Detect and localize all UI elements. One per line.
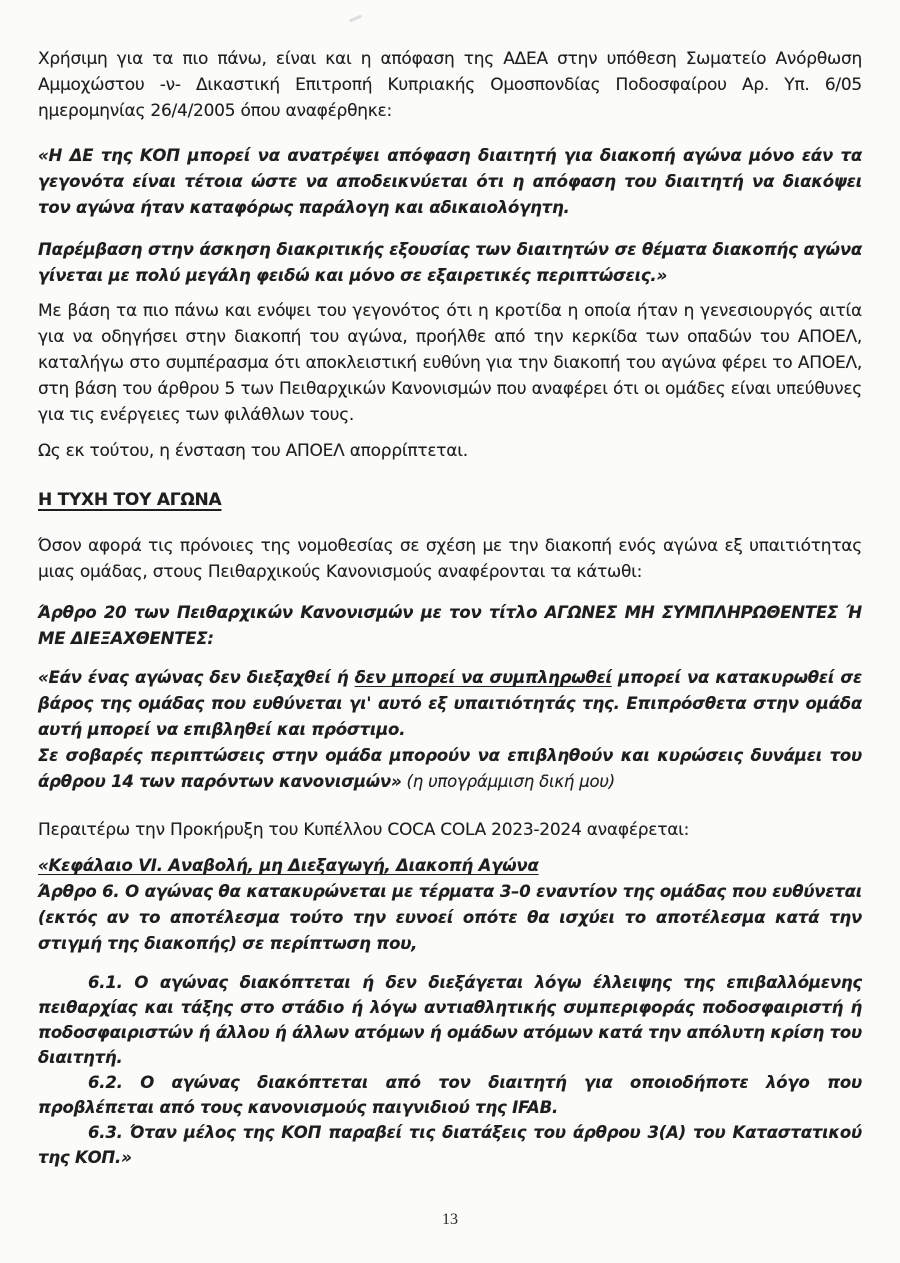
list-item-6-3: 6.3. Όταν μέλος της ΚΟΠ παραβεί τις διατάξεις του άρθρου 3(Α) του Καταστατικού της ΚΟΠ.» xyxy=(38,1123,862,1167)
paragraph-objection-rejected: Ως εκ τούτου, η ένσταση του ΑΠΟΕΛ απορρίπτεται. xyxy=(38,441,468,461)
list-item-6-1: 6.1. Ο αγώνας διακόπτεται ή δεν διεξάγεται λόγω έλλειψης της επιβαλλόμενης πειθαρχίας και τάξης στο στάδιο ή λόγω αντιαθλητικής συμπεριφοράς ποδοσφαιριστή ή ποδοσφαιριστών ή άλλου ή άλλων ατόμων ή ομάδων ατόμων κατά την απόλυτη κρίση του διαιτητή. xyxy=(38,973,862,1067)
underline-note: (η υπογράμμιση δική μου) xyxy=(401,772,615,791)
quote-adea-part1: «Η ΔΕ της ΚΟΠ μπορεί να ανατρέψει απόφαση διαιτητή για διακοπή αγώνα μόνο εάν τα γεγονότα είναι τέτοια ώστε να αποδεικνύεται ότι η απόφαση του διαιτητή να διακόψει τον αγώνα ήταν καταφόρως παράλογη και αδικαιολόγητη. xyxy=(38,146,862,217)
scan-artifact-smudge xyxy=(349,14,362,22)
list-item-6-2: 6.2. Ο αγώνας διακόπτεται από τον διαιτητή για οποιοδήποτε λόγο που προβλέπεται από τους κανονισμούς παιγνιδιού της IFAB. xyxy=(38,1073,862,1117)
page-number: 13 xyxy=(442,1211,458,1228)
quote-article20-first xyxy=(38,665,862,743)
heading-fate-of-match: Η ΤΥΧΗ ΤΟΥ ΑΓΩΝΑ xyxy=(38,490,222,510)
document-text-block xyxy=(38,46,862,1170)
paragraph-article20-title: Άρθρο 20 των Πειθαρχικών Κανονισμών με τον τίτλο ΑΓΩΝΕΣ ΜΗ ΣΥΜΠΛΗΡΩΘΕΝΤΕΣ Ή ΜΕ ΔΙΕΞΑΧΘΕΝΤΕΣ: xyxy=(38,603,862,648)
paragraph-further-cup: Περαιτέρω την Προκήρυξη του Κυπέλλου COCA COLA 2023-2024 αναφέρεται: xyxy=(38,820,690,840)
quote-article20-second xyxy=(38,743,862,795)
quote-article20-second-sentence: Σε σοβαρές περιπτώσεις στην ομάδα μπορούν να επιβληθούν και κυρώσεις δυνάμει του άρθρου 14 των παρόντων κανονισμών» xyxy=(38,746,862,791)
quote-chapter-heading: «Κεφάλαιο VI. Αναβολή, μη Διεξαγωγή, Διακοπή Αγώνα xyxy=(38,856,539,875)
paragraph-conclusion: Με βάση τα πιο πάνω και ενόψει του γεγονότος ότι η κροτίδα η οποία ήταν η γενεσιουργός αιτία για να οδηγήσει στην διακοπή του αγώνα, προήλθε από την κερκίδα των οπαδών του ΑΠΟΕΛ, καταλήγω στο συμπέρασμα ότι αποκλειστική ευθύνη για την διακοπή του αγώνα φέρει το ΑΠΟΕΛ, στη βάση του άρθρου 5 των Πειθαρχικών Κανονισμών που αναφέρει ότι οι ομάδες είναι υπεύθυνες για τις ενέργειες των φιλάθλων τους. xyxy=(38,301,862,425)
quote-article20-seg-before: «Εάν ένας αγώνας δεν διεξαχθεί ή xyxy=(38,668,355,687)
quote-article6-intro: Άρθρο 6. Ο αγώνας θα κατακυρώνεται με τέρματα 3–0 εναντίον της ομάδας που ευθύνεται (εκτός αν το αποτέλεσμα τούτο την ευνοεί οπότε θα ισχύει το αποτέλεσμα κατά την στιγμή της διακοπής) σε περίπτωση που, xyxy=(38,882,862,953)
paragraph-law-provisions: Όσον αφορά τις πρόνοιες της νομοθεσίας σε σχέση με την διακοπή ενός αγώνα εξ υπαιτιότητας μιας ομάδας, στους Πειθαρχικούς Κανονισμούς αναφέρονται τα κάτωθι: xyxy=(38,536,862,582)
quote-adea-part2: Παρέμβαση στην άσκηση διακριτικής εξουσίας των διαιτητών σε θέματα διακοπής αγώνα γίνεται με πολύ μεγάλη φειδώ και μόνο σε εξαιρετικές περιπτώσεις.» xyxy=(38,240,862,285)
paragraph-intro-adea: Χρήσιμη για τα πιο πάνω, είναι και η απόφαση της ΑΔΕΑ στην υπόθεση Σωματείο Ανόρθωση Αμμοχώστου -ν- Δικαστική Επιτροπή Κυπριακής Ομοσπονδίας Ποδοσφαίρου Αρ. Υπ. 6/05 ημερομηνίας 26/4/2005 όπου αναφέρθηκε: xyxy=(38,49,862,121)
quote-article20-underlined-phrase: δεν μπορεί να συμπληρωθεί xyxy=(354,668,612,687)
quote-article20-seg-after: μπορεί να κατακυρωθεί σε βάρος της ομάδας που ευθύνεται γι' αυτό εξ υπαιτιότητάς της. Επιπρόσθετα στην ομάδα αυτή μπορεί να επιβληθεί και πρόστιμο. xyxy=(38,668,863,739)
